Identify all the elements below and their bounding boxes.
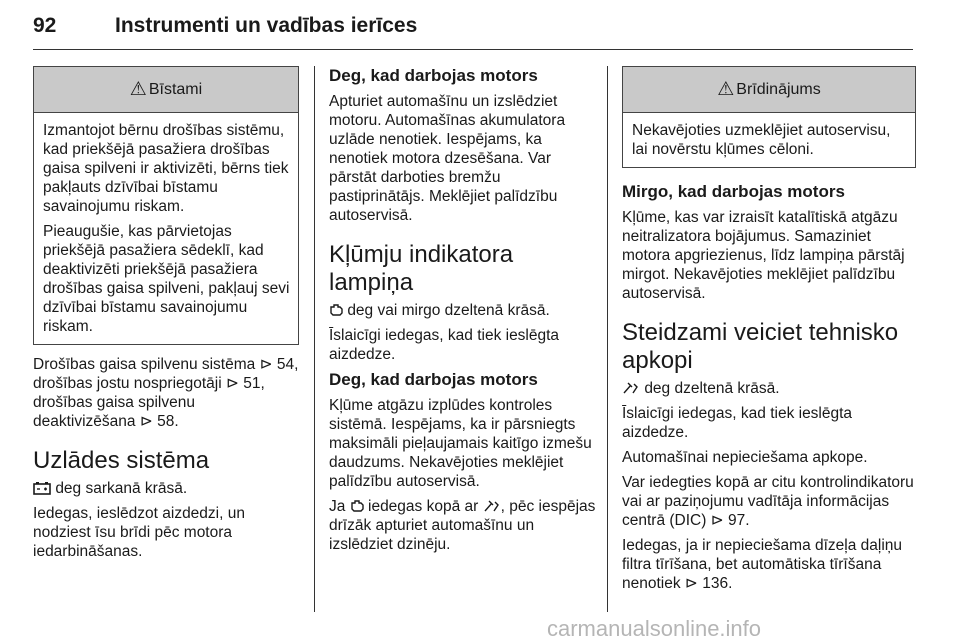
- engine-running-text-1: Apturiet automašīnu un izslēdziet motoru. Automašīnas akumulatora uzlāde nenotiek. Iespējams, ka nenotiek motora dzesēšana. Var pārstāt darboties bremžu pastiprinātājs. Meklējiet palīdzību autoservisā.: [329, 93, 566, 224]
- engine-running-text-2: Kļūme atgāzu izplūdes kontroles sistēmā. Iespējams, ka ir pārsniegts maksimāli pieļaujamais kaitīgo izmešu daudzums. Nekavējoties meklējiet palīdzību autoservisā.: [329, 397, 592, 490]
- service-text-2: Automašīnai nepieciešama apkope.: [622, 449, 868, 466]
- service-status: deg dzeltenā krāsā.: [622, 379, 916, 398]
- airbag-reference-text: Drošības gaisa spilvenu sistēma ⊳ 54, drošības jostu nospriegotāji ⊳ 51, drošības gaisa spilvenu deaktivizēšana ⊳ 58.: [33, 356, 299, 430]
- caution-text: Nekavējoties uzmeklējiet autoservisu, lai novērstu kļūmes cēloni.: [632, 122, 891, 158]
- danger-box-body: [34, 113, 298, 344]
- chapter-title: Instrumenti un vadības ierīces: [115, 14, 418, 37]
- column-middle: [329, 66, 599, 560]
- watermark: carmanualsonline.info: [547, 616, 762, 641]
- engine-icon: [329, 303, 343, 317]
- engine-icon: [350, 499, 364, 513]
- malfunction-lamp-heading: Kļūmju indikatora lampiņa: [329, 241, 514, 296]
- caution-box-header: [623, 67, 915, 113]
- caution-box-body: [623, 113, 915, 167]
- column-right: [622, 66, 916, 599]
- caution-box-title: Brīdinājums: [736, 81, 821, 98]
- malfunction-lamp-text: Īslaicīgi iedegas, kad tiek ieslēgta aizdedze.: [329, 327, 560, 363]
- service-heading: Steidzami veiciet tehnisko apkopi: [622, 319, 899, 374]
- danger-text-1: Izmantojot bērnu drošības sistēmu, kad priekšējā pasažiera drošības gaisa spilveni ir aktivizēti, bērns tiek pakļauts dzīvībai bīstamu savainojumu riskam.: [43, 122, 289, 215]
- service-icon: [483, 499, 501, 513]
- flashing-heading: Mirgo, kad darbojas motors: [622, 182, 845, 201]
- engine-running-heading-2: Deg, kad darbojas motors: [329, 370, 538, 389]
- charging-system-heading: Uzlādes sistēma: [33, 447, 210, 474]
- flashing-text: Kļūme, kas var izraisīt katalītiskā atgāzu neitralizatora bojājumus. Samaziniet motora apgriezienus, līdz lampiņa pārstāj mirgot. Nekavējoties meklējiet palīdzību autoservisā.: [622, 209, 905, 302]
- page-header: [33, 10, 913, 50]
- battery-icon: [33, 481, 51, 495]
- column-divider: [314, 66, 315, 612]
- danger-text-2: Pieaugušie, kas pārvietojas priekšējā pasažiera sēdeklī, kad deaktivizēti priekšējā pasažiera drošības gaisa spilveni, pakļauj sevi dzīvībai bīstamu savainojumu riskam.: [43, 223, 290, 335]
- danger-box-header: [34, 67, 298, 113]
- warning-triangle-icon: ⚠: [129, 79, 147, 100]
- malfunction-lamp-status: deg vai mirgo dzeltenā krāsā.: [329, 301, 599, 320]
- column-left: [33, 66, 299, 567]
- danger-box: [33, 66, 299, 345]
- charging-system-status: deg sarkanā krāsā.: [33, 479, 299, 498]
- service-text-3: Var iedegties kopā ar citu kontrolindikatoru vai ar paziņojumu vadītāja informācijas centrā (DIC) ⊳ 97.: [622, 474, 914, 529]
- page-number: 92: [33, 14, 57, 37]
- service-icon: [622, 381, 640, 395]
- engine-running-heading-1: Deg, kad darbojas motors: [329, 66, 538, 85]
- charging-system-text: Iedegas, ieslēdzot aizdedzi, un nodziest īsu brīdi pēc motora iedarbināšanas.: [33, 505, 245, 560]
- service-text-4: Iedegas, ja ir nepieciešama dīzeļa daļiņu filtra tīrīšana, bet automātiska tīrīšana nenotiek ⊳ 136.: [622, 537, 903, 592]
- danger-box-title: Bīstami: [148, 81, 203, 98]
- service-text-1: Īslaicīgi iedegas, kad tiek ieslēgta aizdedze.: [622, 405, 853, 441]
- engine-running-text-3: Ja iedegas kopā ar , pēc iespējas drīzāk apturiet automašīnu un izslēdziet dzinēju.: [329, 498, 596, 553]
- warning-triangle-icon: ⚠: [717, 79, 735, 100]
- column-divider: [607, 66, 608, 612]
- caution-box: [622, 66, 916, 168]
